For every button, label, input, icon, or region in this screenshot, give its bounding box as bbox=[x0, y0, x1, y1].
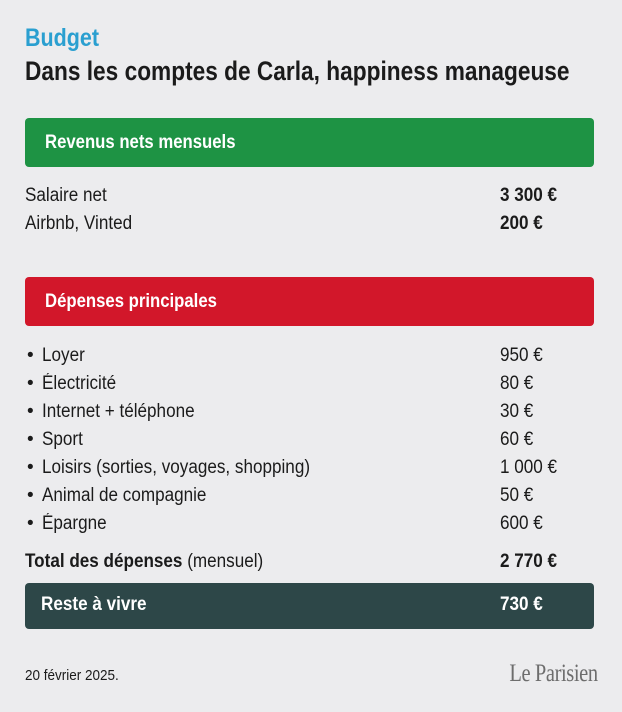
income-row bbox=[25, 183, 594, 209]
expense-heading: Dépenses principales bbox=[45, 290, 217, 312]
income-heading: Revenus nets mensuels bbox=[45, 131, 236, 153]
bullet-icon: • bbox=[27, 457, 34, 478]
income-label: Airbnb, Vinted bbox=[25, 213, 133, 234]
remaining-amount: 730 € bbox=[500, 594, 543, 615]
total-label: Total des dépenses bbox=[25, 551, 183, 572]
page-title: Dans les comptes de Carla, happiness manageuse bbox=[25, 56, 570, 86]
total-qualifier: (mensuel) bbox=[182, 551, 264, 572]
bullet-icon: • bbox=[27, 345, 34, 366]
publication-date: 20 février 2025. bbox=[25, 667, 119, 684]
total-amount: 2 770 € bbox=[500, 551, 558, 572]
remaining-band bbox=[25, 583, 594, 629]
expense-label: Loisirs (sorties, voyages, shopping) bbox=[42, 457, 311, 478]
income-label: Salaire net bbox=[25, 185, 107, 206]
bullet-icon: • bbox=[27, 485, 34, 506]
total-row bbox=[25, 549, 594, 575]
expense-amount: 600 € bbox=[500, 513, 543, 534]
bullet-icon: • bbox=[27, 513, 34, 534]
expense-amount: 950 € bbox=[500, 345, 543, 366]
expense-label: Animal de compagnie bbox=[42, 485, 207, 506]
remaining-label: Reste à vivre bbox=[41, 594, 147, 615]
income-amount: 3 300 € bbox=[500, 185, 558, 206]
bullet-icon: • bbox=[27, 401, 34, 422]
expense-row bbox=[25, 455, 594, 481]
income-heading-band bbox=[25, 118, 594, 167]
expense-row bbox=[25, 371, 594, 397]
kicker-label: Budget bbox=[25, 24, 100, 52]
le-parisien-logo: Le Parisien bbox=[509, 660, 598, 687]
total-label-group bbox=[25, 549, 263, 575]
bullet-icon: • bbox=[27, 373, 34, 394]
expense-label: Internet + téléphone bbox=[42, 401, 195, 422]
expense-label: Loyer bbox=[42, 345, 85, 366]
expense-row bbox=[25, 427, 594, 453]
expense-label: Sport bbox=[42, 429, 83, 450]
income-row bbox=[25, 211, 594, 237]
expense-amount: 80 € bbox=[500, 373, 534, 394]
expense-amount: 30 € bbox=[500, 401, 534, 422]
expense-heading-band bbox=[25, 277, 594, 326]
expense-label: Électricité bbox=[42, 373, 117, 394]
expense-row bbox=[25, 511, 594, 537]
expense-amount: 60 € bbox=[500, 429, 534, 450]
expense-amount: 1 000 € bbox=[500, 457, 558, 478]
expense-row bbox=[25, 399, 594, 425]
expense-label: Épargne bbox=[42, 513, 107, 534]
expense-amount: 50 € bbox=[500, 485, 534, 506]
expense-row bbox=[25, 483, 594, 509]
expense-row bbox=[25, 343, 594, 369]
income-amount: 200 € bbox=[500, 213, 543, 234]
bullet-icon: • bbox=[27, 429, 34, 450]
